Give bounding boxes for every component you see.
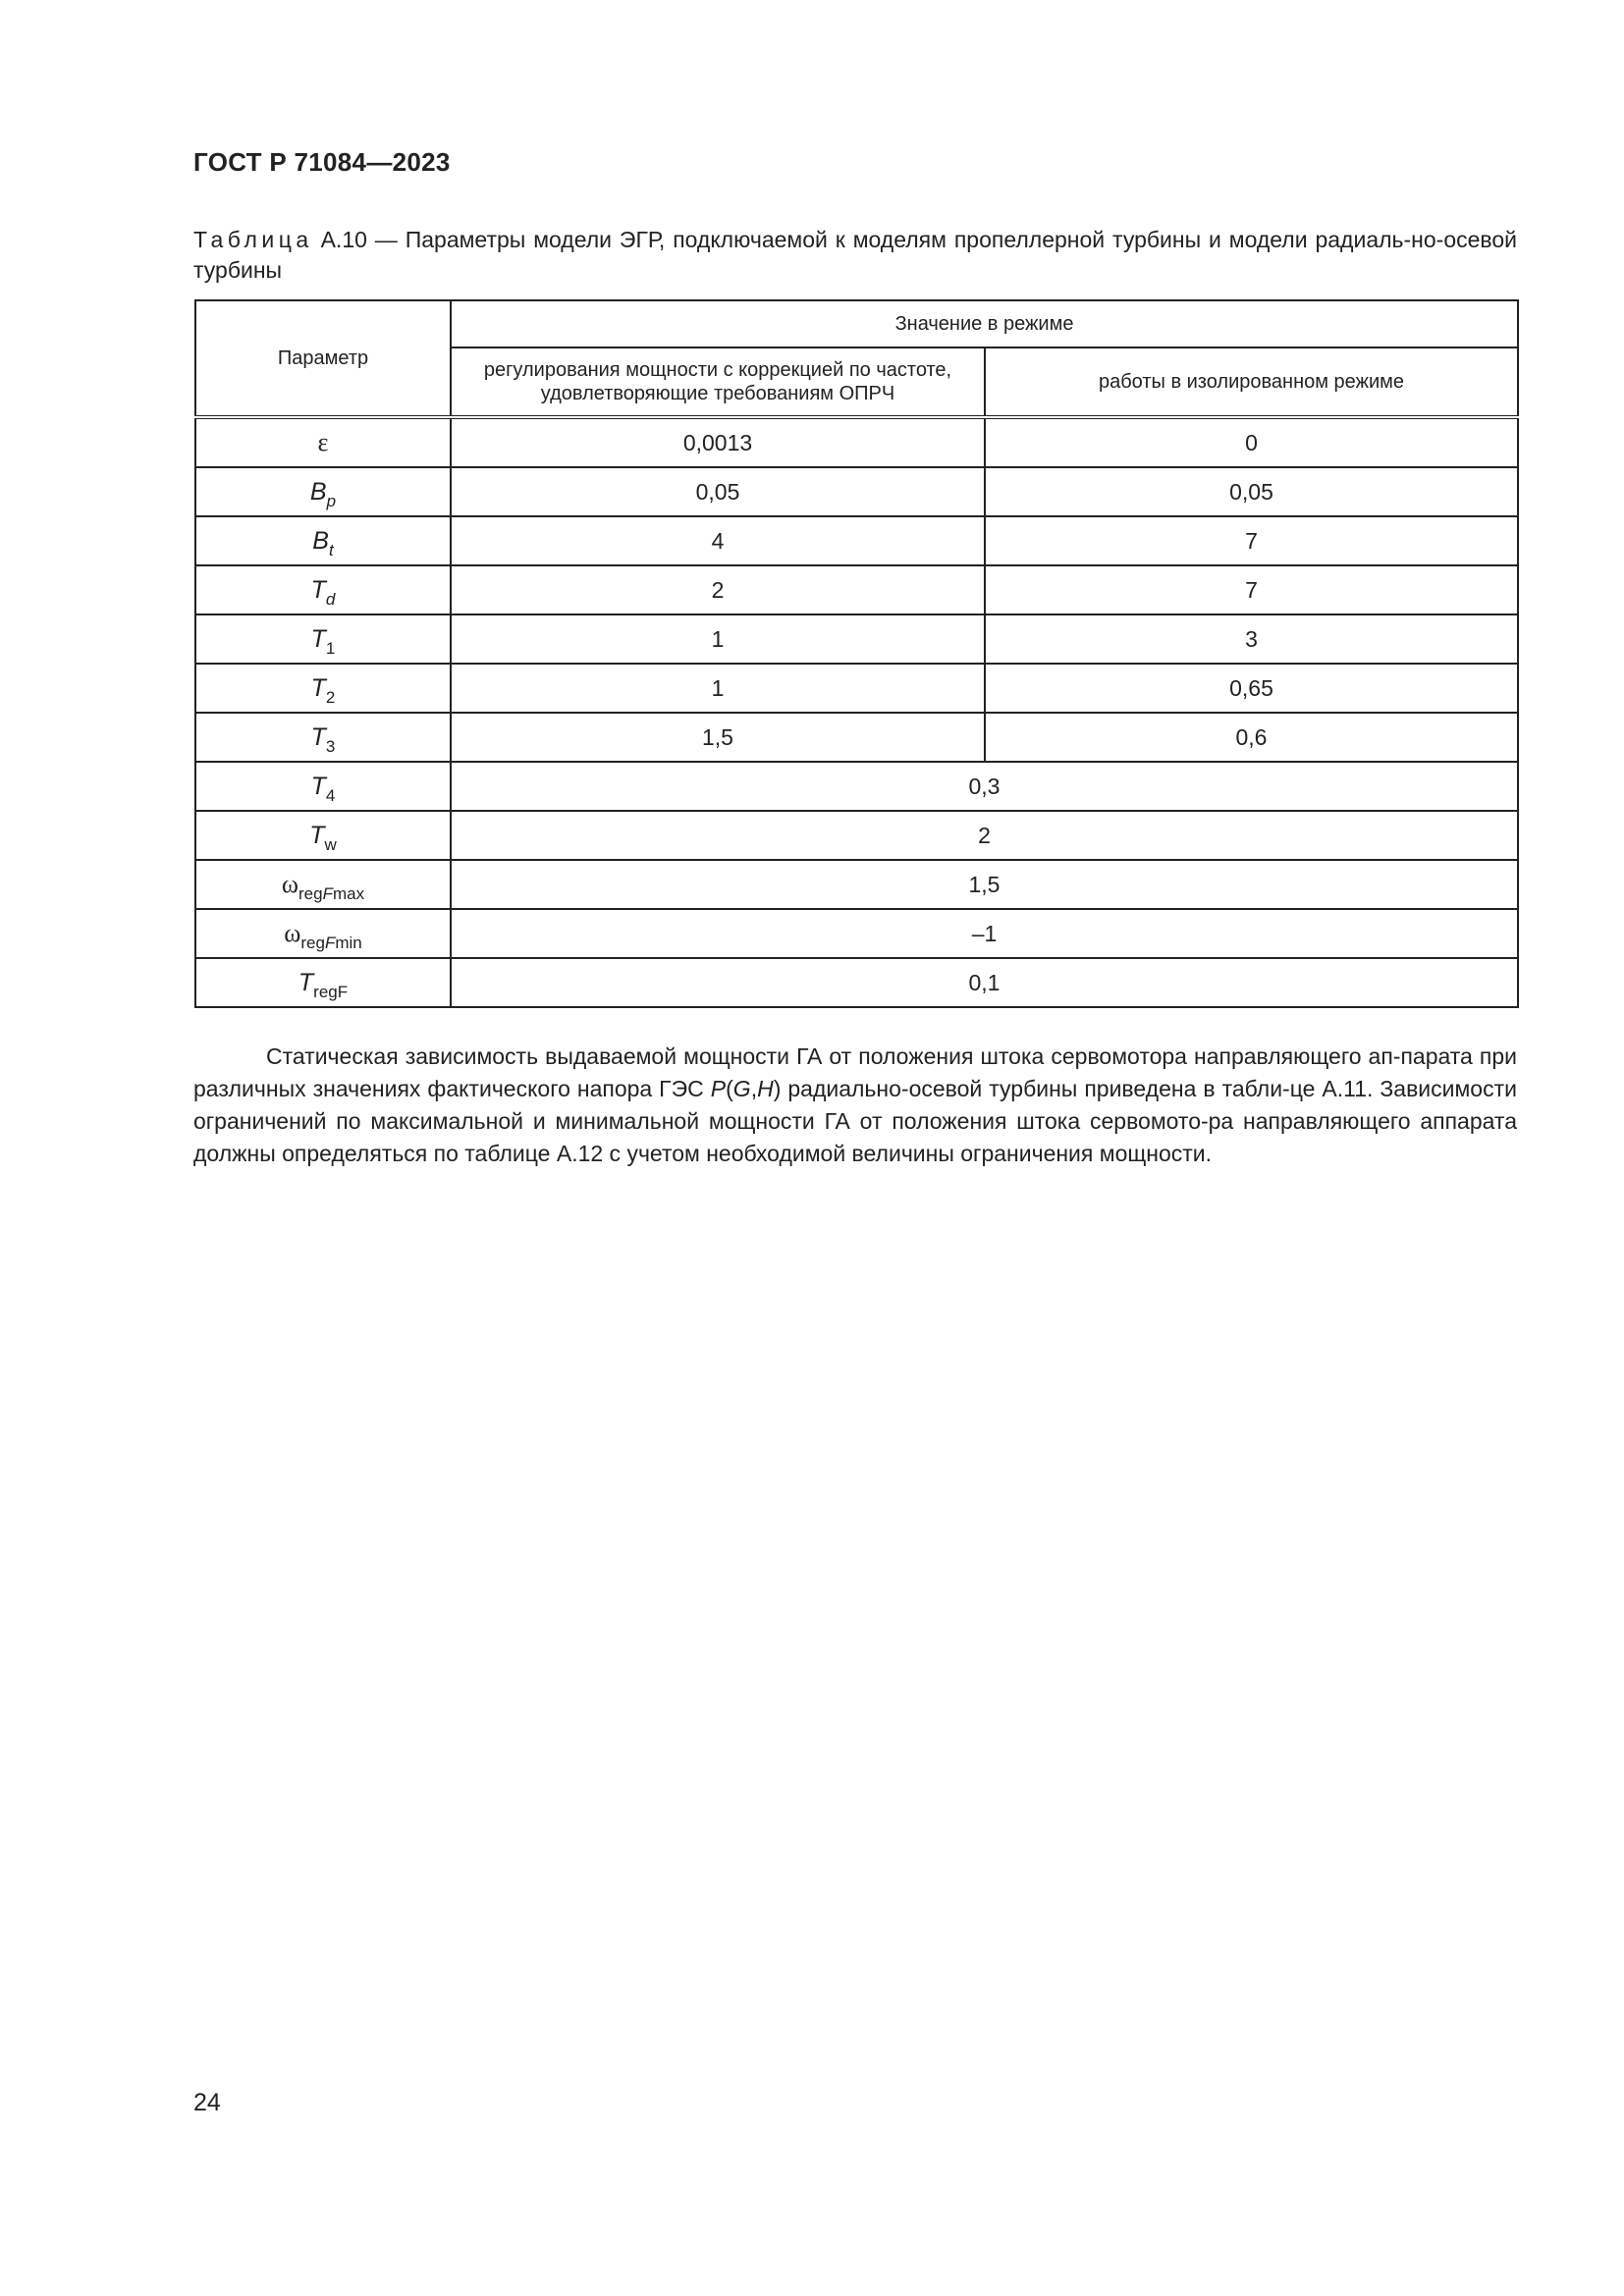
value-mode1: 4	[451, 516, 985, 565]
document-header: ГОСТ Р 71084—2023	[193, 147, 451, 177]
value-mode1: 0,05	[451, 467, 985, 516]
parameters-table	[194, 299, 1519, 1008]
param-cell: $T_3$	[195, 713, 451, 762]
value-mode2: 7	[985, 565, 1518, 614]
param-cell: $T_{regF}$	[195, 958, 451, 1007]
table-row	[195, 516, 1518, 565]
header-value-group: Значение в режиме	[451, 300, 1518, 347]
table-row	[195, 811, 1518, 860]
table-row	[195, 614, 1518, 664]
param-cell: ε	[195, 417, 451, 467]
value-mode1: 2	[451, 565, 985, 614]
param-cell: $B_t$	[195, 516, 451, 565]
value-mode2: 0,6	[985, 713, 1518, 762]
table-row	[195, 467, 1518, 516]
caption-label: Таблица	[193, 227, 313, 252]
value-merged: 0,3	[451, 762, 1518, 811]
value-mode2: 0,65	[985, 664, 1518, 713]
table-row	[195, 565, 1518, 614]
param-cell: $\omega_{regFmax}$	[195, 860, 451, 909]
value-mode1: 1,5	[451, 713, 985, 762]
param-cell: $T_2$	[195, 664, 451, 713]
param-cell: $T_1$	[195, 614, 451, 664]
page-number: 24	[193, 2089, 221, 2116]
table-row	[195, 417, 1518, 467]
value-mode1: 0,0013	[451, 417, 985, 467]
value-merged: 0,1	[451, 958, 1518, 1007]
value-mode2: 7	[985, 516, 1518, 565]
table-row	[195, 860, 1518, 909]
param-cell: $T_d$	[195, 565, 451, 614]
table-row	[195, 958, 1518, 1007]
value-mode2: 3	[985, 614, 1518, 664]
table-row	[195, 664, 1518, 713]
value-merged: –1	[451, 909, 1518, 958]
value-mode1: 1	[451, 664, 985, 713]
value-mode2: 0,05	[985, 467, 1518, 516]
value-merged: 1,5	[451, 860, 1518, 909]
header-parameter: Параметр	[195, 300, 451, 417]
param-cell: $T_w$	[195, 811, 451, 860]
body-paragraph: Статическая зависимость выдаваемой мощности ГА от положения штока сервомотора направляющего ап-парата при различных значениях фактического напора ГЭС P(G,H) радиально-осевой турбины приведена в табли-це А.11. Зависимости ограничений по максимальной и минимальной мощности ГА от положения штока сервомото-ра направляющего аппарата должны определяться по таблице А.12 с учетом необходимой величины ограничения мощности.	[193, 1043, 1517, 1166]
caption-text: А.10 — Параметры модели ЭГР, подключаемой к моделям пропеллерной турбины и модели радиаль-но-осевой турбины	[193, 227, 1518, 283]
header-mode-regulation: регулирования мощности с коррекцией по частоте, удовлетворяющие требованиям ОПРЧ	[451, 347, 985, 417]
header-mode-isolated: работы в изолированном режиме	[985, 347, 1518, 417]
table-row	[195, 762, 1518, 811]
value-mode1: 1	[451, 614, 985, 664]
value-merged: 2	[451, 811, 1518, 860]
param-cell: $B_p$	[195, 467, 451, 516]
param-cell: $\omega_{regFmin}$	[195, 909, 451, 958]
table-row	[195, 909, 1518, 958]
table-caption	[193, 225, 1517, 286]
param-cell: $T_4$	[195, 762, 451, 811]
value-mode2: 0	[985, 417, 1518, 467]
table-row	[195, 713, 1518, 762]
